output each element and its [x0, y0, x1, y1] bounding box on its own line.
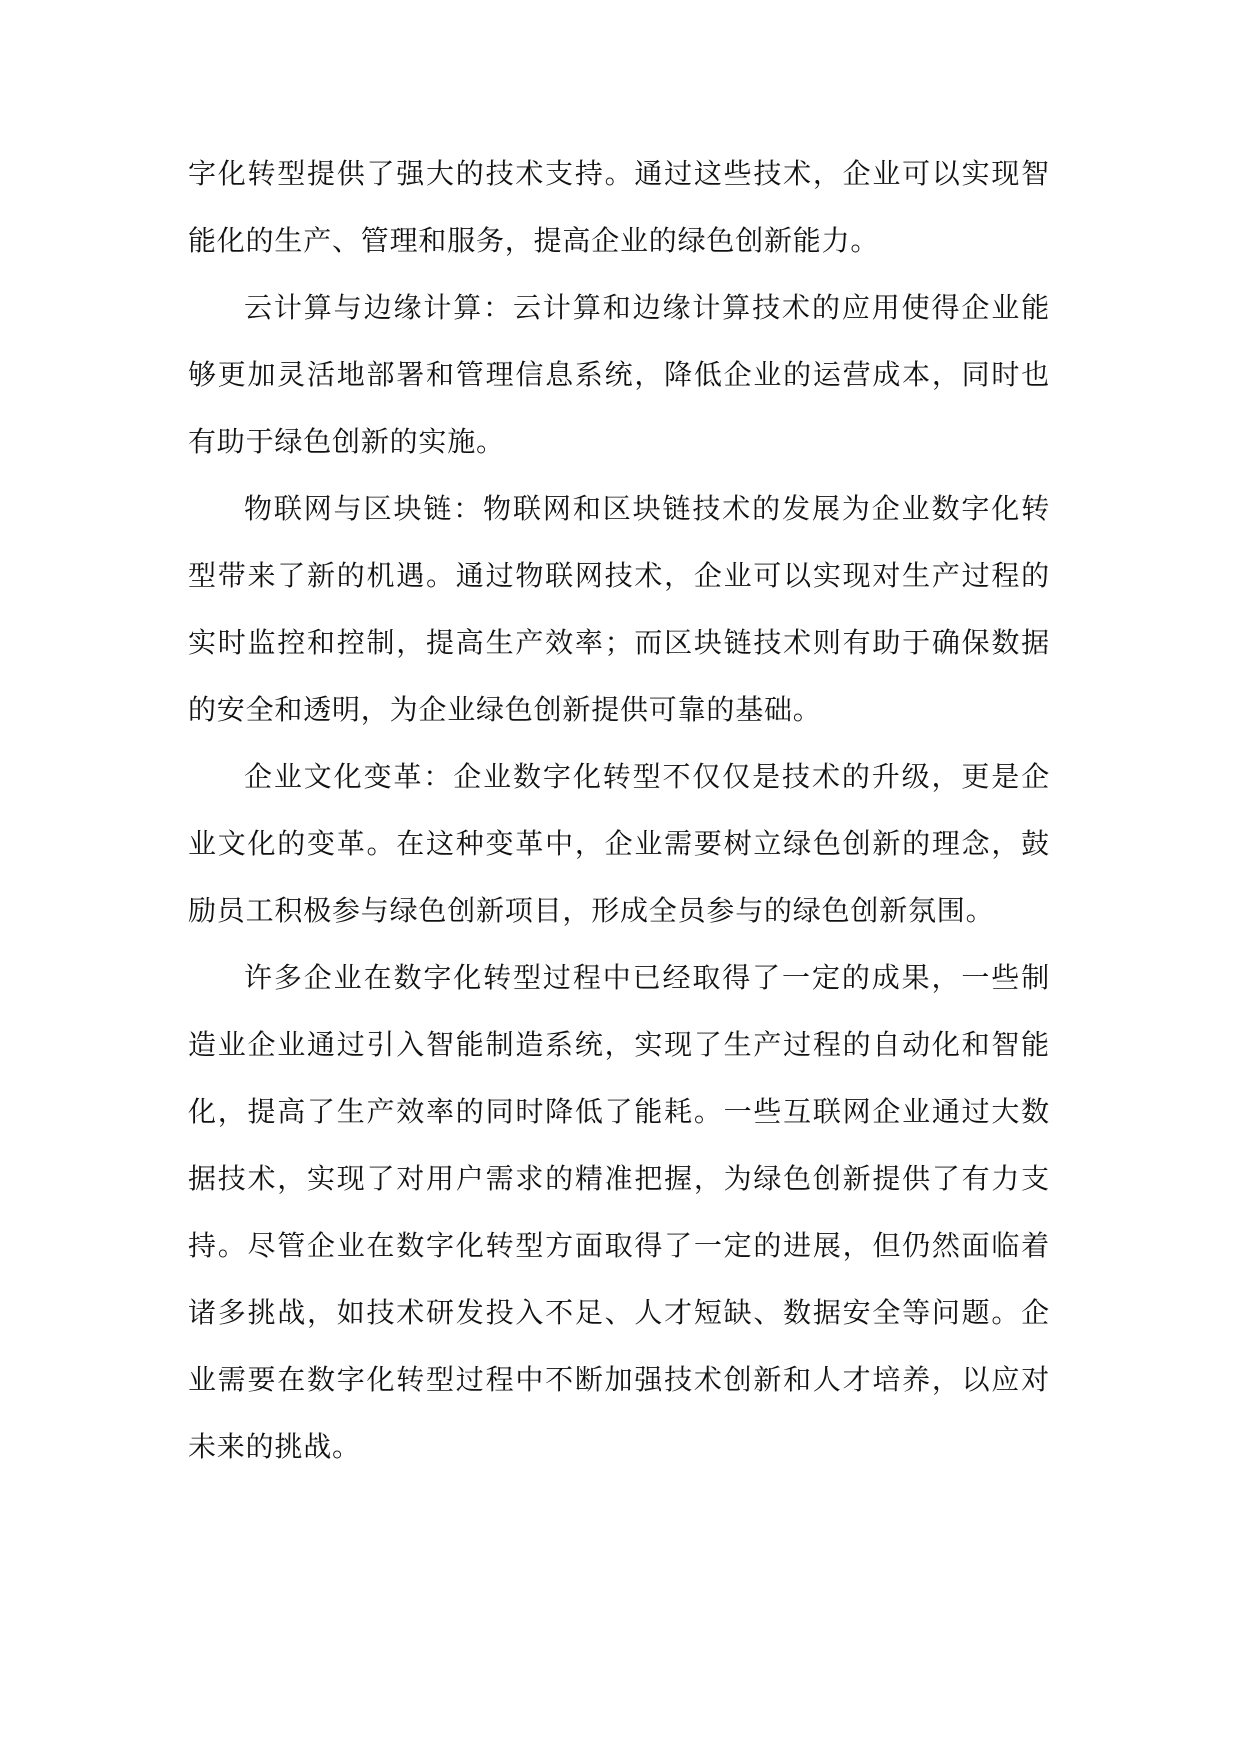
paragraph-continuation: 字化转型提供了强大的技术支持。通过这些技术，企业可以实现智能化的生产、管理和服务，提高企业的绿色创新能力。 [188, 157, 1050, 257]
paragraph-corporate-culture: 企业文化变革：企业数字化转型不仅仅是技术的升级，更是企业文化的变革。在这种变革中，企业需要树立绿色创新的理念，鼓励员工积极参与绿色创新项目，形成全员参与的绿色创新氛围。 [188, 760, 1050, 927]
paragraph-achievements-challenges: 许多企业在数字化转型过程中已经取得了一定的成果，一些制造业企业通过引入智能制造系统，实现了生产过程的自动化和智能化，提高了生产效率的同时降低了能耗。一些互联网企业通过大数据技术，实现了对用户需求的精准把握，为绿色创新提供了有力支持。尽管企业在数字化转型方面取得了一定的进展，但仍然面临着诸多挑战，如技术研发投入不足、人才短缺、数据安全等问题。企业需要在数字化转型过程中不断加强技术创新和人才培养，以应对未来的挑战。 [188, 961, 1050, 1463]
paragraph-iot-blockchain: 物联网与区块链：物联网和区块链技术的发展为企业数字化转型带来了新的机遇。通过物联网技术，企业可以实现对生产过程的实时监控和控制，提高生产效率；而区块链技术则有助于确保数据的安全和透明，为企业绿色创新提供可靠的基础。 [188, 492, 1050, 726]
paragraph-cloud-edge-computing: 云计算与边缘计算：云计算和边缘计算技术的应用使得企业能够更加灵活地部署和管理信息系统，降低企业的运营成本，同时也有助于绿色创新的实施。 [188, 291, 1050, 458]
document-body [188, 140, 1050, 1480]
